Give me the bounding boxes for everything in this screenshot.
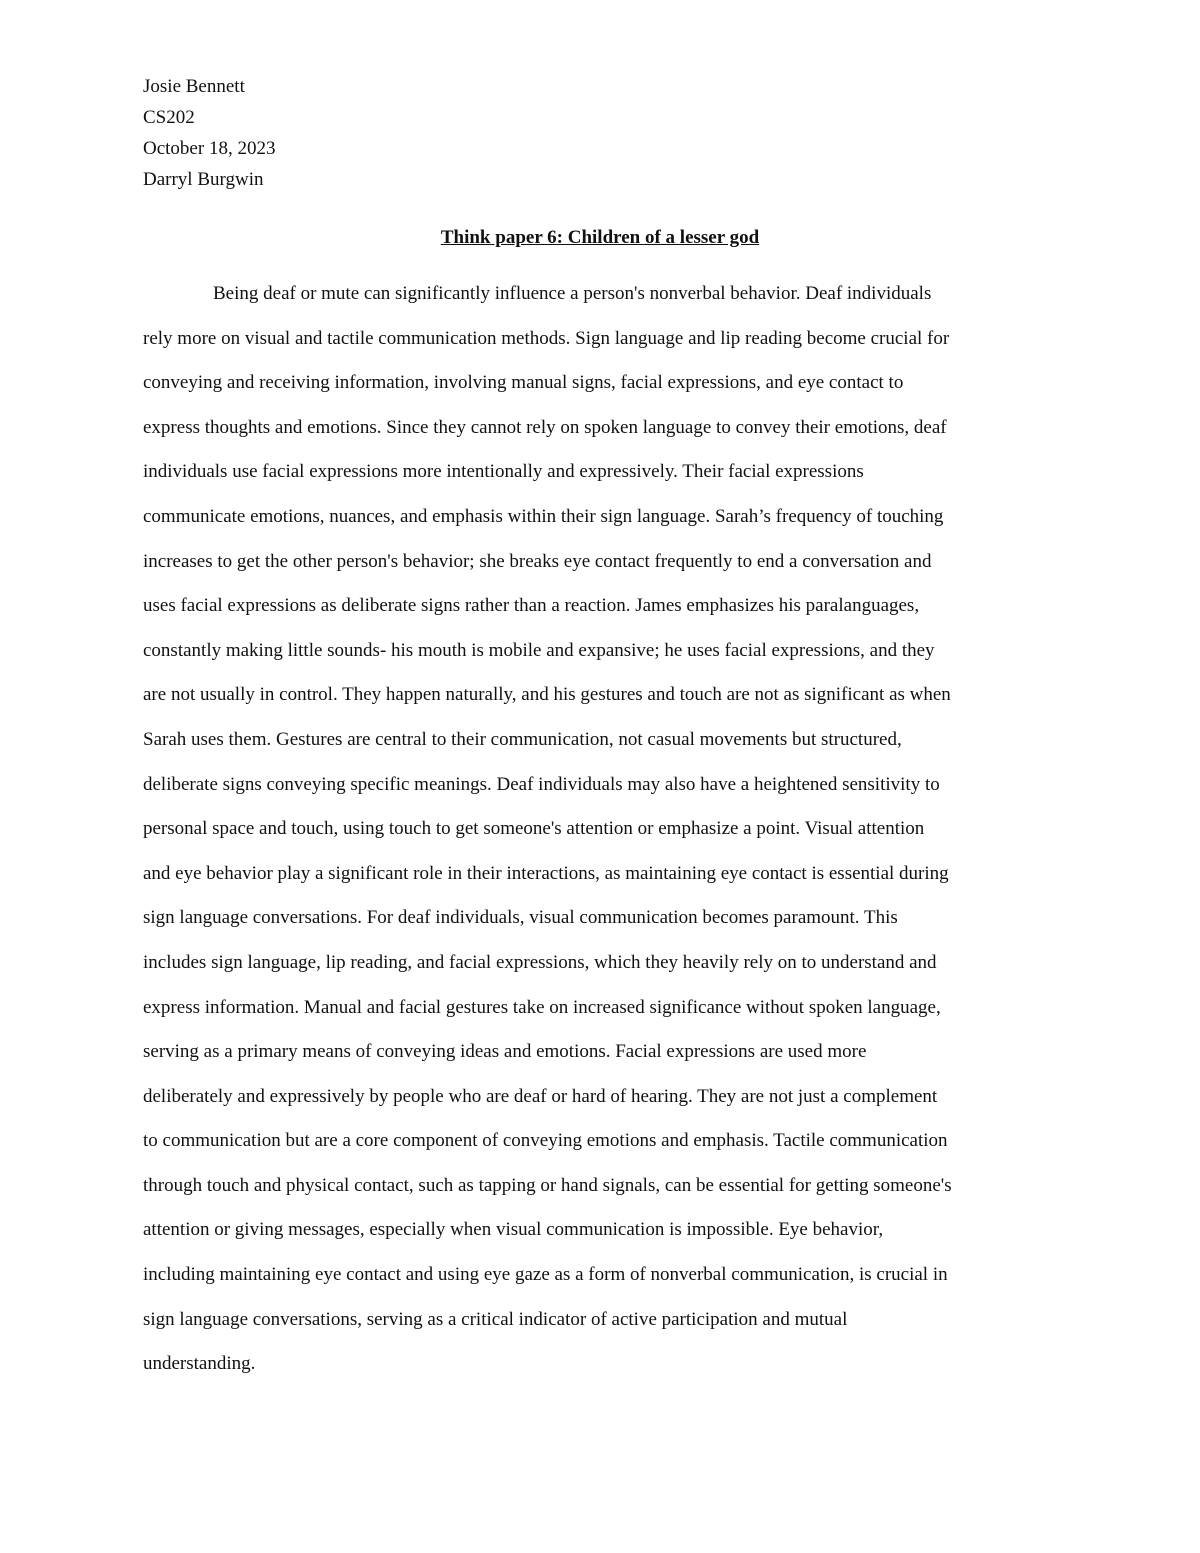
body-line: express information. Manual and facial gestures take on increased significance without spoken language, [143, 996, 941, 1018]
body-line: and eye behavior play a significant role in their interactions, as maintaining eye contact is essential during [143, 862, 949, 884]
body-line: sign language conversations, serving as a critical indicator of active participation and mutual [143, 1308, 848, 1330]
body-line: deliberate signs conveying specific meanings. Deaf individuals may also have a heightened sensitivity to [143, 773, 940, 795]
body-line: through touch and physical contact, such as tapping or hand signals, can be essential for getting someone's [143, 1174, 952, 1196]
body-line: sign language conversations. For deaf individuals, visual communication becomes paramount. This [143, 907, 898, 929]
body-line: increases to get the other person's behavior; she breaks eye contact frequently to end a conversation and [143, 550, 932, 572]
body-line: communicate emotions, nuances, and emphasis within their sign language. Sarah’s frequency of touching [143, 505, 944, 527]
body-line: attention or giving messages, especially when visual communication is impossible. Eye behavior, [143, 1219, 884, 1241]
body-line: includes sign language, lip reading, and facial expressions, which they heavily rely on to understand and [143, 951, 937, 973]
body-line: deliberately and expressively by people who are deaf or hard of hearing. They are not just a complement [143, 1085, 938, 1107]
body-paragraph [143, 272, 1083, 1387]
body-line: conveying and receiving information, involving manual signs, facial expressions, and eye contact to [143, 372, 904, 394]
instructor-name: Darryl Burgwin [143, 169, 264, 190]
author-name: Josie Bennett [143, 76, 245, 97]
course-code: CS202 [143, 107, 195, 128]
body-line: rely more on visual and tactile communication methods. Sign language and lip reading become crucial for [143, 327, 950, 349]
body-line: are not usually in control. They happen naturally, and his gestures and touch are not as significant as when [143, 684, 951, 706]
body-line: serving as a primary means of conveying ideas and emotions. Facial expressions are used more [143, 1041, 867, 1063]
body-line: Being deaf or mute can significantly influence a person's nonverbal behavior. Deaf individuals [213, 283, 932, 304]
body-line: individuals use facial expressions more intentionally and expressively. Their facial expressions [143, 461, 864, 483]
body-line: including maintaining eye contact and using eye gaze as a form of nonverbal communication, is crucial in [143, 1264, 948, 1286]
body-line: express thoughts and emotions. Since they cannot rely on spoken language to convey their emotions, deaf [143, 416, 947, 438]
page-title: Think paper 6: Children of a lesser god [440, 227, 760, 248]
body-line: uses facial expressions as deliberate signs rather than a reaction. James emphasizes his paralanguages, [143, 595, 920, 617]
date: October 18, 2023 [143, 138, 276, 159]
body-line: constantly making little sounds- his mouth is mobile and expansive; he uses facial expressions, and they [143, 639, 935, 661]
body-line: to communication but are a core component of conveying emotions and emphasis. Tactile communication [143, 1130, 948, 1152]
body-line: Sarah uses them. Gestures are central to their communication, not casual movements but structured, [143, 728, 902, 750]
body-line: understanding. [143, 1353, 256, 1375]
header-block [143, 71, 275, 195]
body-line: personal space and touch, using touch to get someone's attention or emphasize a point. Visual attention [143, 818, 925, 840]
